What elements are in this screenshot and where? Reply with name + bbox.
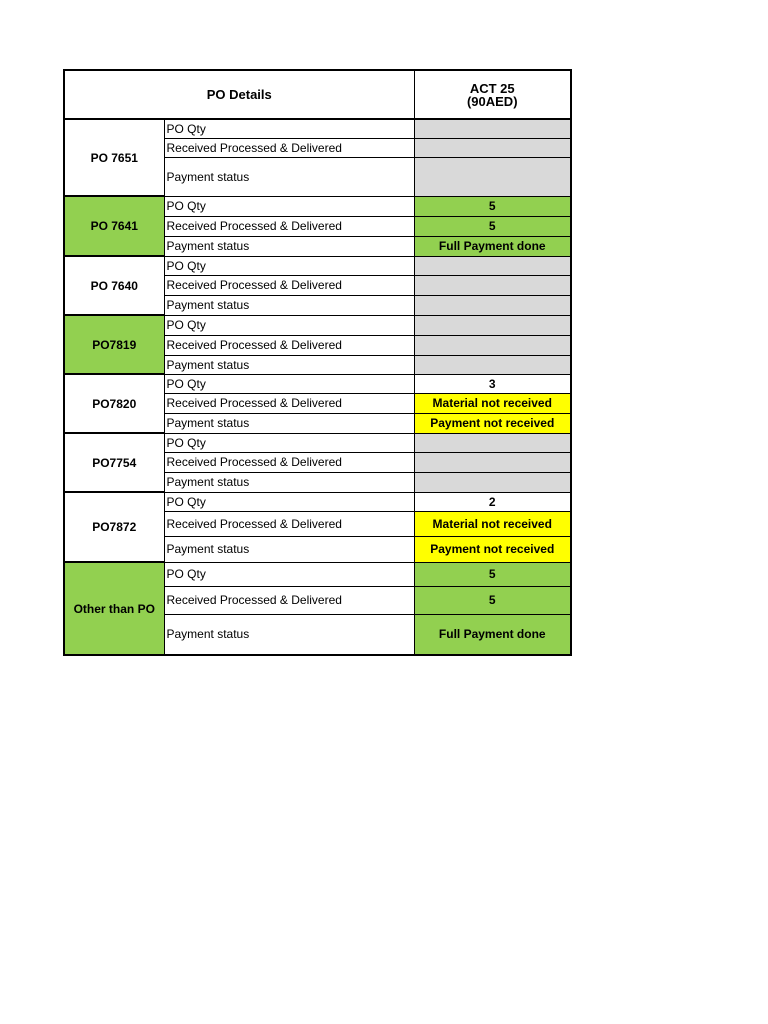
field-label-cell: PO Qty [164, 196, 414, 216]
act-value-cell [414, 433, 571, 452]
act-value-cell: Payment not received [414, 413, 571, 433]
field-label-cell: PO Qty [164, 562, 414, 586]
act-value-cell [414, 295, 571, 315]
field-label-cell: Received Processed & Delivered [164, 275, 414, 295]
act-value-cell [414, 315, 571, 335]
field-label-cell: Received Processed & Delivered [164, 511, 414, 536]
header-act [414, 70, 571, 119]
table-row [64, 562, 571, 586]
field-label-cell: Received Processed & Delivered [164, 452, 414, 472]
act-value-cell [414, 355, 571, 374]
field-label-cell: Received Processed & Delivered [164, 335, 414, 355]
po-number-cell: PO 7651 [64, 119, 164, 196]
act-value-cell: Full Payment done [414, 614, 571, 655]
act-value-cell [414, 472, 571, 492]
field-label-cell: Received Processed & Delivered [164, 138, 414, 157]
field-label-cell: Payment status [164, 413, 414, 433]
po-number-cell: Other than PO [64, 562, 164, 655]
po-status-table [63, 69, 572, 656]
po-number-cell: PO7754 [64, 433, 164, 492]
header-po-details: PO Details [64, 70, 414, 119]
po-number-cell: PO 7641 [64, 196, 164, 256]
table-row [64, 433, 571, 452]
act-value-cell [414, 275, 571, 295]
act-value-cell [414, 157, 571, 196]
field-label-cell: Payment status [164, 536, 414, 562]
field-label-cell: Received Processed & Delivered [164, 393, 414, 413]
field-label-cell: PO Qty [164, 433, 414, 452]
table-row [64, 196, 571, 216]
act-value-cell: 5 [414, 216, 571, 236]
header-act-line2: (90AED) [466, 93, 518, 109]
po-number-cell: PO 7640 [64, 256, 164, 315]
act-value-cell: Material not received [414, 511, 571, 536]
field-label-cell: Payment status [164, 472, 414, 492]
table-row [64, 315, 571, 335]
table-row [64, 492, 571, 511]
field-label-cell: Payment status [164, 157, 414, 196]
po-number-cell: PO7872 [64, 492, 164, 562]
po-number-cell: PO7819 [64, 315, 164, 374]
field-label-cell: PO Qty [164, 374, 414, 393]
act-value-cell [414, 452, 571, 472]
act-value-cell: 5 [414, 562, 571, 586]
field-label-cell: Payment status [164, 236, 414, 256]
act-value-cell [414, 119, 571, 138]
act-value-cell: 2 [414, 492, 571, 511]
act-value-cell: Full Payment done [414, 236, 571, 256]
table-body [64, 119, 571, 655]
field-label-cell: Received Processed & Delivered [164, 586, 414, 614]
act-value-cell [414, 335, 571, 355]
field-label-cell: PO Qty [164, 119, 414, 138]
header-act-line1: ACT 25 [469, 80, 515, 96]
act-value-cell: 5 [414, 586, 571, 614]
field-label-cell: PO Qty [164, 315, 414, 335]
field-label-cell: Payment status [164, 295, 414, 315]
act-value-cell: 3 [414, 374, 571, 393]
field-label-cell: Received Processed & Delivered [164, 216, 414, 236]
field-label-cell: Payment status [164, 614, 414, 655]
table-row [64, 374, 571, 393]
po-number-cell: PO7820 [64, 374, 164, 433]
act-value-cell [414, 138, 571, 157]
table-row [64, 119, 571, 138]
act-value-cell: Material not received [414, 393, 571, 413]
header-row [64, 70, 571, 119]
field-label-cell: PO Qty [164, 492, 414, 511]
field-label-cell: Payment status [164, 355, 414, 374]
act-value-cell: 5 [414, 196, 571, 216]
field-label-cell: PO Qty [164, 256, 414, 275]
table-row [64, 256, 571, 275]
act-value-cell: Payment not received [414, 536, 571, 562]
act-value-cell [414, 256, 571, 275]
